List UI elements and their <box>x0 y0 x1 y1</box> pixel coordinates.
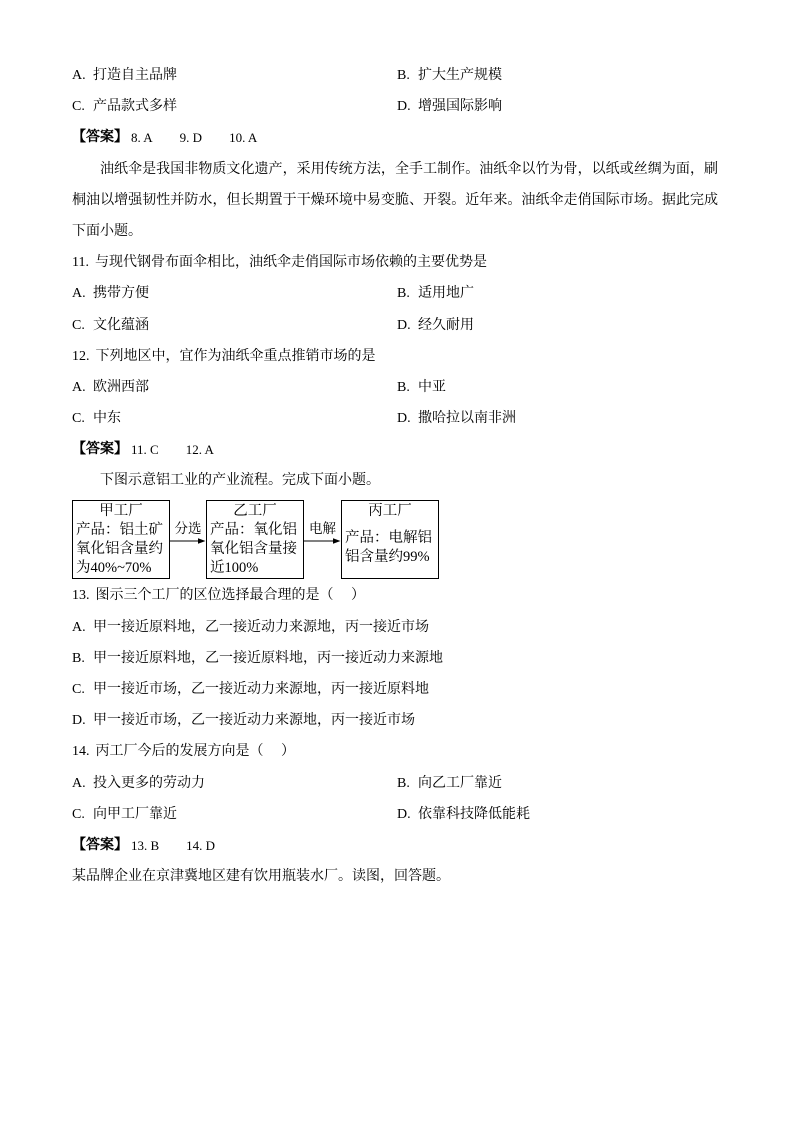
option-text: 文化蕴涵 <box>93 317 149 333</box>
factory-line: 产品：电解铝 <box>345 529 432 546</box>
option-a <box>72 60 397 91</box>
option-text: 向甲工厂靠近 <box>93 806 177 822</box>
option-a <box>72 278 397 309</box>
option-key: B. <box>72 650 85 666</box>
question-14-stem <box>72 736 732 767</box>
option-text: 甲一接近原料地，乙一接近原料地，丙一接近动力来源地 <box>93 650 443 666</box>
question-13-option-c <box>72 674 732 705</box>
question-11-options-row-2 <box>72 310 732 341</box>
option-key: B. <box>397 775 410 791</box>
option-c <box>72 403 397 434</box>
option-text: 产品款式多样 <box>93 99 177 115</box>
question-text: 图示三个工厂的区位选择最合理的是（ ） <box>95 588 365 604</box>
option-text: 打造自主品牌 <box>93 68 177 83</box>
question-11-options-row-1 <box>72 278 732 309</box>
factory-name: 乙工厂 <box>233 503 277 519</box>
option-key: B. <box>397 68 410 83</box>
factory-line: 产品：铝土矿 <box>76 522 163 538</box>
factory-name: 甲工厂 <box>99 503 143 519</box>
prev-question-options-row-2 <box>72 91 732 122</box>
process-label: 分选 <box>174 521 202 536</box>
answer-item: 10. A <box>229 130 258 146</box>
option-key: B. <box>397 379 410 395</box>
option-key: D. <box>397 411 411 427</box>
question-13-stem <box>72 580 732 611</box>
answer-label: 【答案】 <box>72 837 128 853</box>
next-question-intro <box>72 861 732 892</box>
option-key: C. <box>72 806 85 822</box>
option-key: A. <box>72 68 86 83</box>
option-key: A. <box>72 286 86 302</box>
option-key: C. <box>72 99 85 115</box>
prev-question-options-row-1 <box>72 60 732 91</box>
option-b <box>397 372 446 403</box>
option-key: A. <box>72 379 86 395</box>
question-12-options-row-1 <box>72 372 732 403</box>
option-key: C. <box>72 317 85 333</box>
question-number: 12. <box>72 348 90 364</box>
factory-box-bing <box>341 500 439 579</box>
option-text: 投入更多的劳动力 <box>93 775 205 791</box>
factory-line: 铝含量约99% <box>345 548 430 565</box>
answer-row-8-10 <box>72 122 732 153</box>
question-number: 13. <box>72 588 90 604</box>
process-label: 电解 <box>309 521 336 536</box>
process-arrow-electrolysis <box>304 500 341 578</box>
answer-item: 12. A <box>185 442 214 458</box>
option-text: 撒哈拉以南非洲 <box>418 411 516 427</box>
process-arrow-sorting <box>170 500 206 578</box>
option-text: 增强国际影响 <box>418 99 502 115</box>
question-text: 丙工厂今后的发展方向是（ ） <box>95 744 295 760</box>
factory-box-yi <box>206 500 304 579</box>
arrow-right-icon <box>304 536 341 546</box>
option-d <box>397 403 516 434</box>
option-key: C. <box>72 681 85 697</box>
question-number: 14. <box>72 744 90 760</box>
option-c <box>72 310 397 341</box>
option-text: 甲一接近市场，乙一接近动力来源地，丙一接近市场 <box>93 713 415 729</box>
factory-description <box>342 521 438 578</box>
question-13-option-d <box>72 705 732 736</box>
factory-box-jia <box>72 500 170 579</box>
answer-item: 11. C <box>131 442 159 458</box>
factory-description <box>73 521 169 578</box>
aluminum-flow-diagram <box>72 500 442 578</box>
answer-row-11-12 <box>72 434 732 465</box>
arrow-right-icon <box>170 536 206 546</box>
option-key: C. <box>72 411 85 427</box>
option-key: D. <box>397 99 411 115</box>
option-text: 中亚 <box>418 379 446 395</box>
option-b <box>397 278 474 309</box>
document-section-upper <box>72 60 732 497</box>
option-d <box>397 91 502 122</box>
question-14-options-row-2 <box>72 799 732 830</box>
option-text: 携带方便 <box>93 286 149 302</box>
option-a <box>72 372 397 403</box>
question-13-option-a <box>72 612 732 643</box>
question-11-stem <box>72 247 732 278</box>
option-c <box>72 91 397 122</box>
question-13-option-b <box>72 643 732 674</box>
factory-description <box>207 521 303 578</box>
question-text: 与现代钢骨布面伞相比，油纸伞走俏国际市场依赖的主要优势是 <box>94 255 487 271</box>
option-d <box>397 799 530 830</box>
factory-line: 近100% <box>210 560 259 576</box>
intro-text: 下图示意铝工业的产业流程。完成下面小题。 <box>100 473 380 489</box>
option-key: D. <box>72 713 86 729</box>
answer-label: 【答案】 <box>72 442 128 458</box>
option-text: 经久耐用 <box>418 317 474 333</box>
answer-label: 【答案】 <box>72 130 128 146</box>
question-12-stem <box>72 341 732 372</box>
option-text: 甲一接近原料地，乙一接近动力来源地，丙一接近市场 <box>93 619 429 635</box>
option-b <box>397 768 502 799</box>
option-text: 向乙工厂靠近 <box>418 775 502 791</box>
question-number: 11. <box>72 255 89 271</box>
option-text: 中东 <box>93 411 121 427</box>
option-text: 欧洲西部 <box>93 379 149 395</box>
option-key: D. <box>397 806 411 822</box>
option-key: A. <box>72 775 86 791</box>
option-b <box>397 60 502 91</box>
answer-item: 14. D <box>186 837 216 853</box>
option-key: D. <box>397 317 411 333</box>
answer-item: 9. D <box>179 130 203 146</box>
factory-line: 氧化铝含量接 <box>210 541 297 557</box>
question-14-options-row-1 <box>72 768 732 799</box>
option-a <box>72 768 397 799</box>
option-text: 甲一接近市场，乙一接近动力来源地，丙一接近原料地 <box>93 681 429 697</box>
factory-line: 产品：氧化铝 <box>210 522 297 538</box>
question-12-options-row-2 <box>72 403 732 434</box>
document-section-lower <box>72 580 732 892</box>
option-d <box>397 310 474 341</box>
option-text: 扩大生产规模 <box>418 68 502 83</box>
aluminum-intro <box>72 465 732 496</box>
factory-line: 氧化铝含量约 <box>76 541 163 557</box>
option-text: 适用地广 <box>418 286 474 302</box>
question-text: 下列地区中，宜作为油纸伞重点推销市场的是 <box>95 348 376 364</box>
factory-name: 丙工厂 <box>368 503 412 519</box>
option-c <box>72 799 397 830</box>
answer-item: 8. A <box>131 130 153 146</box>
option-text: 依靠科技降低能耗 <box>418 806 530 822</box>
factory-line: 为40%~70% <box>76 560 152 576</box>
option-key: B. <box>397 286 410 302</box>
intro-text: 某品牌企业在京津冀地区建有饮用瓶装水厂。读图，回答题。 <box>72 869 450 885</box>
answer-item: 13. B <box>131 837 160 853</box>
answer-row-13-14 <box>72 830 732 861</box>
passage-oil-paper-umbrella: 油纸伞是我国非物质文化遗产，采用传统方法，全手工制作。油纸伞以竹为骨，以纸或丝绸为面，刷桐油以增强韧性并防水，但长期置于干燥环境中易变脆、开裂。近年来。油纸伞走俏国际市场。据此完成下面小题。 <box>72 161 718 239</box>
option-key: A. <box>72 619 86 635</box>
